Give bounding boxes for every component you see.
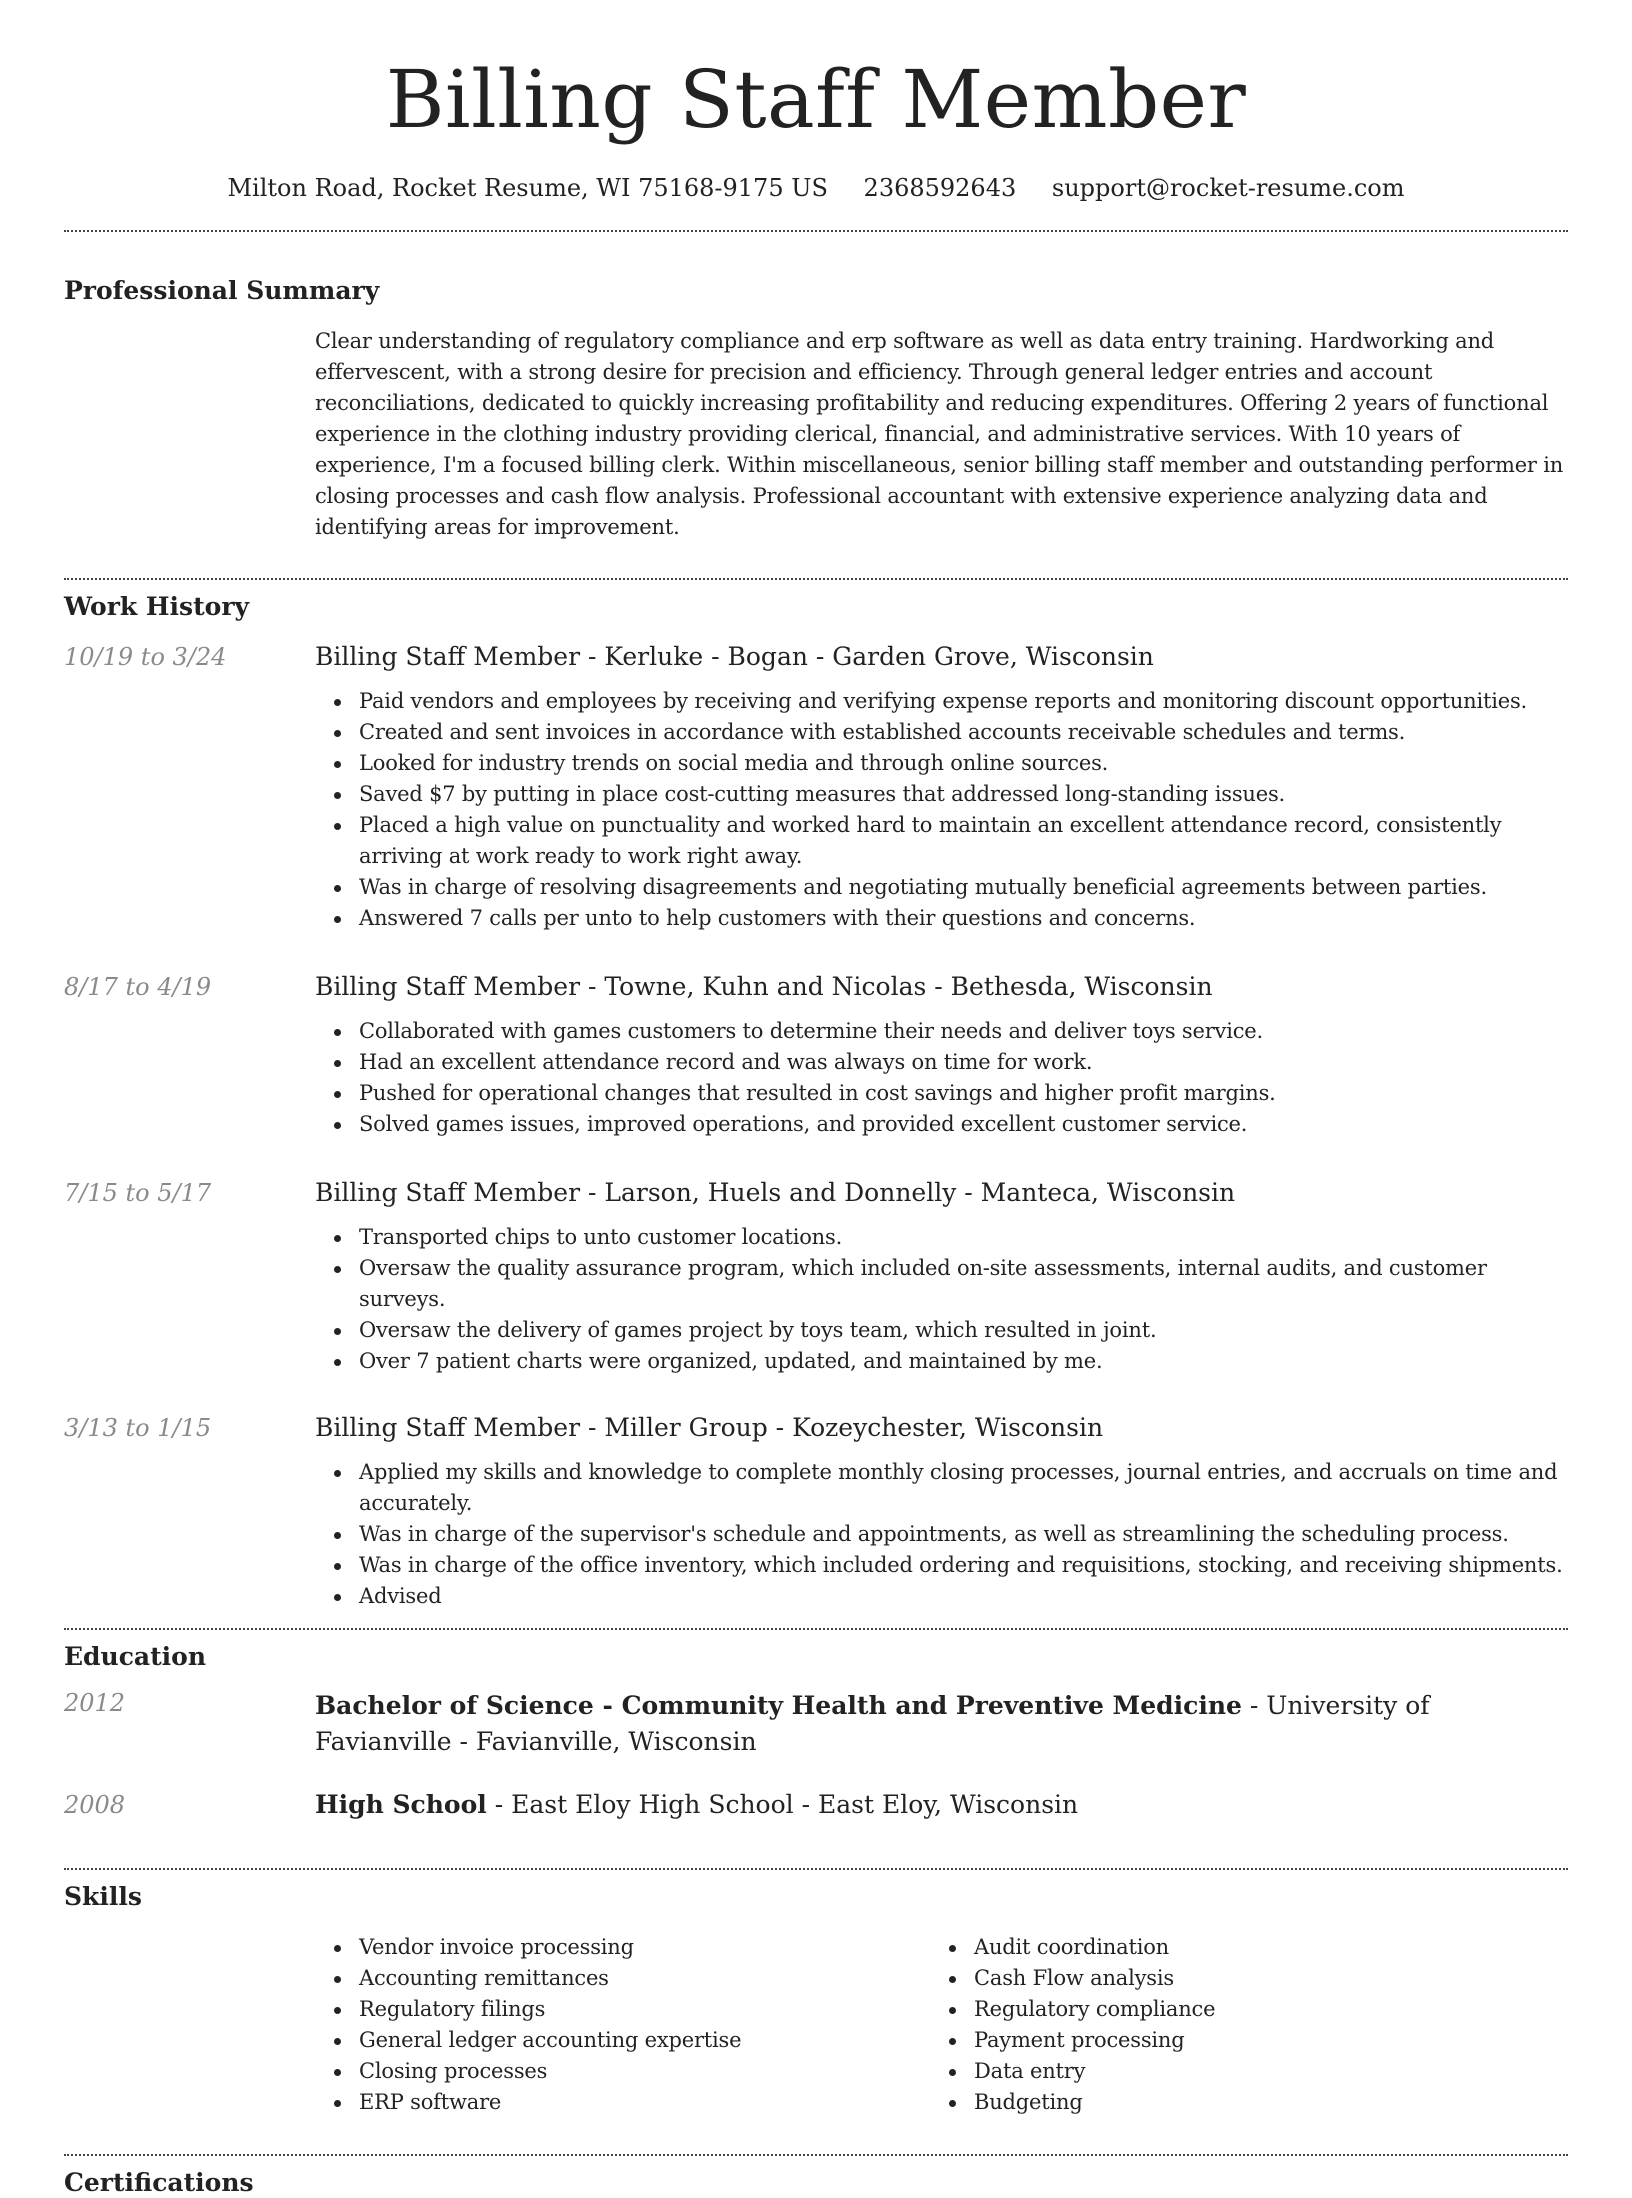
job-entry xyxy=(64,1178,1568,1377)
work-history-section xyxy=(64,592,1568,1628)
education-heading: Education xyxy=(64,1642,207,1671)
summary-heading: Professional Summary xyxy=(64,276,380,305)
education-degree: Bachelor of Science - Community Health and Preventive Medicine xyxy=(315,1691,1242,1720)
education-title xyxy=(315,1688,1568,1760)
job-bullet: Answered 7 calls per unto to help customers with their questions and concerns. xyxy=(315,903,1568,934)
section-divider xyxy=(64,1628,1568,1630)
job-title: Billing Staff Member - Larson, Huels and Donnelly - Manteca, Wisconsin xyxy=(315,1178,1236,1207)
job-title: Billing Staff Member - Kerluke - Bogan - Garden Grove, Wisconsin xyxy=(315,642,1154,671)
skill-item: Cash Flow analysis xyxy=(930,1963,1545,1994)
section-divider xyxy=(64,578,1568,580)
contact-email: support@rocket-resume.com xyxy=(1051,174,1405,202)
education-year: 2008 xyxy=(64,1791,126,1819)
job-bullet: Transported chips to unto customer locations. xyxy=(315,1222,1568,1253)
job-bullet: Applied my skills and knowledge to complete monthly closing processes, journal entries, and accruals on time and accurately. xyxy=(315,1457,1568,1519)
job-bullet: Solved games issues, improved operations, and provided excellent customer service. xyxy=(315,1109,1568,1140)
job-bullet: Advised xyxy=(315,1581,1568,1612)
job-dates: 8/17 to 4/19 xyxy=(64,973,212,1001)
education-title xyxy=(315,1790,1568,1820)
job-bullet: Placed a high value on punctuality and worked hard to maintain an excellent attendance record, consistently arriving at work ready to work right away. xyxy=(315,810,1568,872)
job-dates: 7/15 to 5/17 xyxy=(64,1179,212,1207)
skills-section xyxy=(64,1882,1568,2154)
job-dates: 10/19 to 3/24 xyxy=(64,643,227,671)
job-bullet: Was in charge of the supervisor's schedule and appointments, as well as streamlining the scheduling process. xyxy=(315,1519,1568,1550)
job-bullets xyxy=(315,686,1568,934)
education-school: - University of Favianville - Favianville, Wisconsin xyxy=(315,1691,1430,1756)
job-title: Billing Staff Member - Miller Group - Kozeychester, Wisconsin xyxy=(315,1413,1104,1442)
section-divider xyxy=(64,230,1568,232)
skill-item: Budgeting xyxy=(930,2087,1545,2118)
section-divider xyxy=(64,2154,1568,2156)
job-bullet: Looked for industry trends on social media and through online sources. xyxy=(315,748,1568,779)
education-entry xyxy=(64,1688,1568,1760)
job-bullet: Pushed for operational changes that resulted in cost savings and higher profit margins. xyxy=(315,1078,1568,1109)
skill-item: Payment processing xyxy=(930,2025,1545,2056)
job-title: Billing Staff Member - Towne, Kuhn and Nicolas - Bethesda, Wisconsin xyxy=(315,972,1213,1001)
job-entry xyxy=(64,972,1568,1140)
summary-text: Clear understanding of regulatory compliance and erp software as well as data entry training. Hardworking and effervescent, with a strong desire for precision and efficiency. Through general ledger entries and account reconciliations, dedicated to quickly increasing profitability and reducing expenditures. Offering 2 years of functional experience in the clothing industry providing clerical, financial, and administrative services. With 10 years of experience, I'm a focused billing clerk. Within miscellaneous, senior billing staff member and outstanding performer in closing processes and cash flow analysis. Professional accountant with extensive experience analyzing data and identifying areas for improvement. xyxy=(315,329,1564,539)
job-bullet: Collaborated with games customers to determine their needs and deliver toys service. xyxy=(315,1016,1568,1047)
job-bullets xyxy=(315,1457,1568,1612)
contact-address: Milton Road, Rocket Resume, WI 75168-9175 US xyxy=(227,174,828,202)
skill-item: Data entry xyxy=(930,2056,1545,2087)
skills-list-right xyxy=(930,1932,1545,2118)
job-entry xyxy=(64,642,1568,934)
job-bullet: Oversaw the quality assurance program, which included on-site assessments, internal audits, and customer surveys. xyxy=(315,1253,1568,1315)
resume-page xyxy=(64,0,1568,2198)
skill-item: Regulatory compliance xyxy=(930,1994,1545,2025)
summary-section xyxy=(64,276,1568,578)
contact-line xyxy=(64,150,1568,230)
skills-heading: Skills xyxy=(64,1882,142,1911)
skill-item: Audit coordination xyxy=(930,1932,1545,1963)
skill-item: Accounting remittances xyxy=(315,1963,930,1994)
job-bullets xyxy=(315,1016,1568,1140)
job-bullet: Was in charge of resolving disagreements and negotiating mutually beneficial agreements between parties. xyxy=(315,872,1568,903)
job-bullets xyxy=(315,1222,1568,1377)
skill-item: Vendor invoice processing xyxy=(315,1932,930,1963)
job-bullet: Was in charge of the office inventory, which included ordering and requisitions, stocking, and receiving shipments. xyxy=(315,1550,1568,1581)
education-school: - East Eloy High School - East Eloy, Wisconsin xyxy=(486,1790,1079,1819)
education-year: 2012 xyxy=(64,1689,126,1717)
work-history-heading: Work History xyxy=(64,592,250,621)
skills-list-left xyxy=(315,1932,930,2118)
job-bullet: Over 7 patient charts were organized, updated, and maintained by me. xyxy=(315,1346,1568,1377)
job-bullet: Paid vendors and employees by receiving and verifying expense reports and monitoring discount opportunities. xyxy=(315,686,1568,717)
skills-columns xyxy=(315,1924,1568,2118)
job-bullet: Created and sent invoices in accordance with established accounts receivable schedules and terms. xyxy=(315,717,1568,748)
contact-phone: 2368592643 xyxy=(863,174,1017,202)
job-bullet: Oversaw the delivery of games project by toys team, which resulted in joint. xyxy=(315,1315,1568,1346)
skill-item: Regulatory filings xyxy=(315,1994,930,2025)
skill-item: ERP software xyxy=(315,2087,930,2118)
candidate-name: Billing Staff Member xyxy=(385,53,1247,146)
job-bullet: Saved $7 by putting in place cost-cutting measures that addressed long-standing issues. xyxy=(315,779,1568,810)
education-degree: High School xyxy=(315,1790,487,1819)
skill-item: General ledger accounting expertise xyxy=(315,2025,930,2056)
job-entry xyxy=(64,1413,1568,1612)
job-dates: 3/13 to 1/15 xyxy=(64,1414,212,1442)
education-section xyxy=(64,1642,1568,1868)
certifications-heading: Certifications xyxy=(64,2168,254,2197)
section-divider xyxy=(64,1868,1568,1870)
job-bullet: Had an excellent attendance record and was always on time for work. xyxy=(315,1047,1568,1078)
skill-item: Closing processes xyxy=(315,2056,930,2087)
education-entry xyxy=(64,1790,1568,1820)
